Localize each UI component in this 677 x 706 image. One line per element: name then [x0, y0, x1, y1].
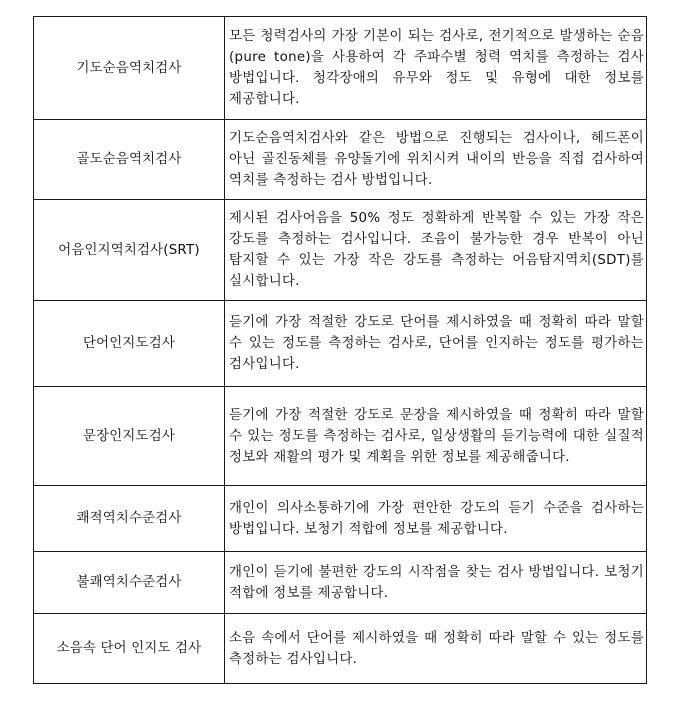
test-description-cell: 개인이 의사소통하기에 가장 편안한 강도의 듣기 수준을 검사하는 방법입니다. 보청기 적합에 정보를 제공합니다. [225, 486, 647, 552]
test-name-cell: 단어인지도검사 [34, 301, 225, 387]
test-name-cell: 소음속 단어 인지도 검사 [34, 614, 225, 684]
table-row [34, 17, 647, 120]
table-row [34, 486, 647, 552]
test-description-cell: 모든 청력검사의 가장 기본이 되는 검사로, 전기적으로 발생하는 순음(pure tone)을 사용하여 각 주파수별 청력 역치를 측정하는 검사 방법입니다. 청각장애의 유무와 정도 및 유형에 대한 정보를 제공합니다. [225, 17, 647, 120]
test-description-cell: 개인이 듣기에 불편한 강도의 시작점을 찾는 검사 방법입니다. 보청기 적합에 정보를 제공합니다. [225, 552, 647, 614]
test-name-cell: 불쾌역치수준검사 [34, 552, 225, 614]
test-name-cell: 기도순음역치검사 [34, 17, 225, 120]
test-description-cell: 기도순음역치검사와 같은 방법으로 진행되는 검사이나, 헤드폰이 아닌 골진동체를 유양돌기에 위치시켜 내이의 반응을 직접 검사하여 역치를 측정하는 검사 방법입니다. [225, 120, 647, 200]
test-description-cell: 듣기에 가장 적절한 강도로 단어를 제시하였을 때 정확히 따라 말할 수 있는 정도를 측정하는 검사로, 단어를 인지하는 정도를 평가하는 검사입니다. [225, 301, 647, 387]
table-row [34, 120, 647, 200]
table-row [34, 200, 647, 301]
test-name-cell: 어음인지역치검사(SRT) [34, 200, 225, 301]
test-description-cell: 제시된 검사어음을 50% 정도 정확하게 반복할 수 있는 가장 작은 강도를 측정하는 검사입니다. 조음이 불가능한 경우 반복이 아닌 탐지할 수 있는 가장 작은 강도를 측정하는 어음탐지역치(SDT)를 실시합니다. [225, 200, 647, 301]
table-row [34, 301, 647, 387]
table-row [34, 614, 647, 684]
test-name-cell: 쾌적역치수준검사 [34, 486, 225, 552]
hearing-test-table [33, 16, 647, 684]
table-row [34, 552, 647, 614]
test-description-cell: 소음 속에서 단어를 제시하였을 때 정확히 따라 말할 수 있는 정도를 측정하는 검사입니다. [225, 614, 647, 684]
test-name-cell: 문장인지도검사 [34, 387, 225, 486]
table-body [34, 17, 647, 684]
test-description-cell: 듣기에 가장 적절한 강도로 문장을 제시하였을 때 정확히 따라 말할 수 있는 정도를 측정하는 검사로, 일상생활의 듣기능력에 대한 실질적 정보와 재활의 평가 및 계획을 위한 정보를 제공해줍니다. [225, 387, 647, 486]
table-row [34, 387, 647, 486]
test-name-cell: 골도순음역치검사 [34, 120, 225, 200]
